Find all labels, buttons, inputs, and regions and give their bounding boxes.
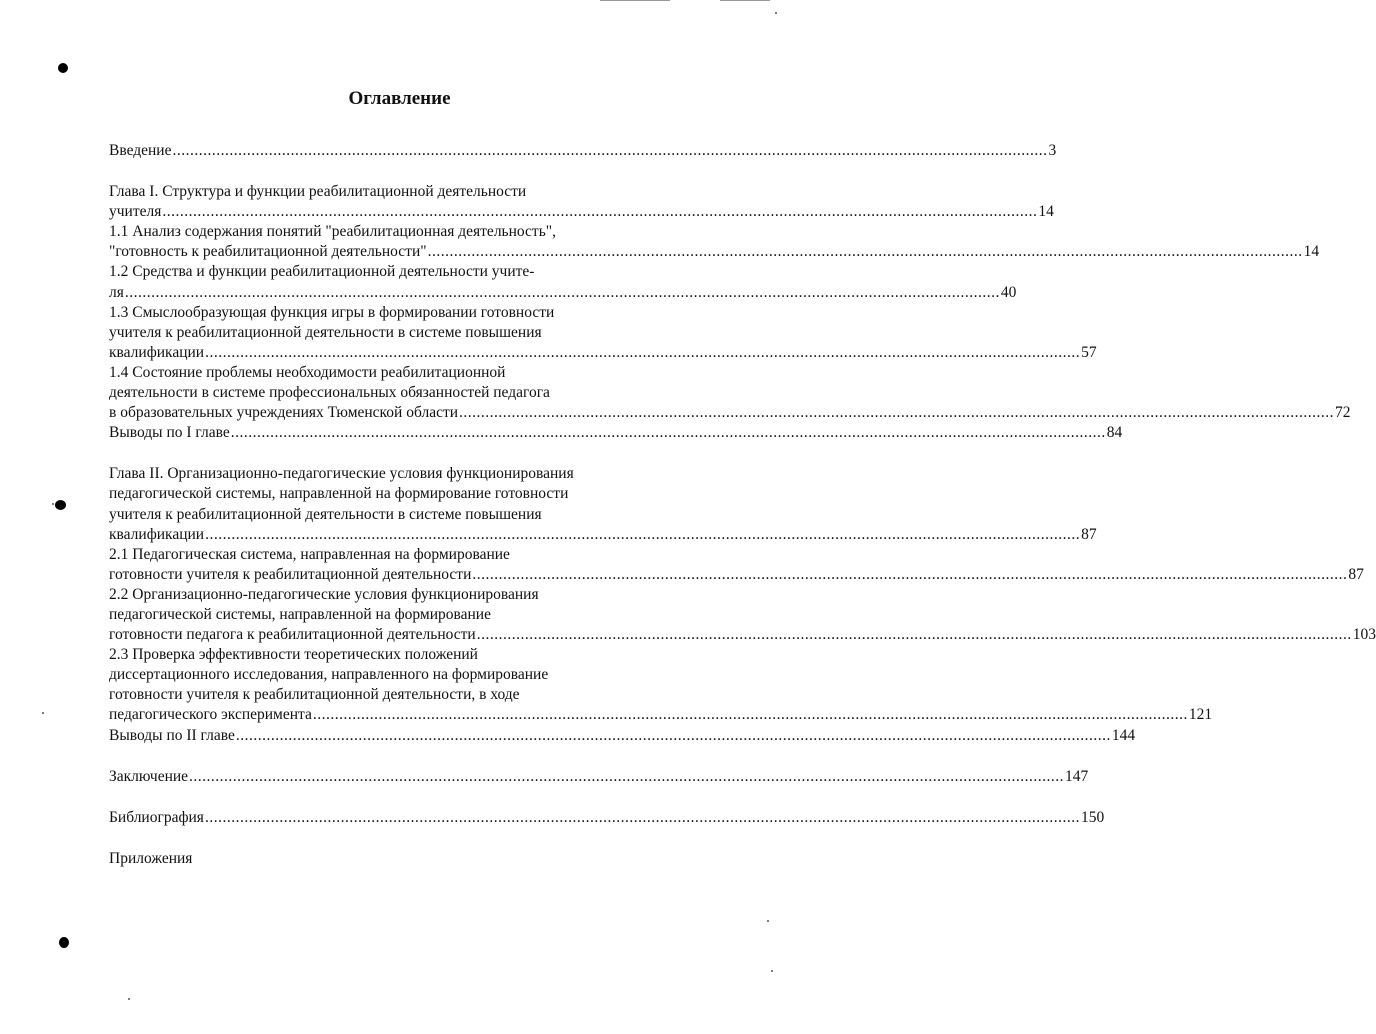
toc-entry-introduction [109, 141, 1057, 161]
page-number: 40 [1000, 283, 1017, 301]
dot-leader: ........................................................................................................................................................................................................ [205, 343, 1081, 361]
scan-speck [52, 503, 54, 505]
toc-entry-line: 1.2 Средства и функции реабилитационной деятельности учите- [109, 263, 535, 281]
toc-entry-line: деятельности в системе профессиональных обязанностей педагога [109, 384, 550, 402]
page-title: Оглавление [348, 88, 451, 109]
page-number: 72 [1335, 404, 1351, 422]
dot-leader: ........................................................................................................................................................................................................ [476, 626, 1352, 644]
toc-entry-line: педагогической системы, направленной на формирование готовности [109, 485, 569, 503]
dot-leader: ........................................................................................................................................................................................................ [162, 203, 1038, 221]
page-number: 57 [1081, 343, 1097, 361]
toc-entry-label: учителя [109, 203, 162, 221]
toc-entry-line: 2.3 Проверка эффективности теоретических положений [109, 646, 478, 664]
page-number: 144 [1111, 726, 1136, 744]
toc-entry-label: Библиография [109, 808, 204, 826]
toc-entry-line: 1.1 Анализ содержания понятий "реабилитационная деятельность", [109, 223, 556, 241]
toc-entry-line: Глава II. Организационно-педагогические условия функционирования [109, 465, 574, 483]
page-number: 103 [1352, 626, 1376, 644]
toc-entry-label: квалификации [109, 525, 205, 543]
page-number: 3 [1048, 142, 1057, 159]
page-number: 147 [1065, 767, 1089, 785]
toc-entry-line: педагогической системы, направленной на формирование [109, 605, 491, 623]
page-number: 14 [1303, 243, 1320, 261]
toc-entry-line: диссертационного исследования, направленного на формирование [109, 666, 549, 684]
scan-edge-line [600, 0, 670, 1]
toc-entry-label: Выводы по I главе [109, 424, 230, 442]
page-number: 87 [1081, 525, 1097, 543]
dot-leader: ........................................................................................................................................................................................................ [472, 565, 1348, 583]
toc-entry-line: 1.3 Смыслообразующая функция игры в формировании готовности [109, 303, 555, 321]
toc-entry-label: Выводы по II главе [109, 726, 235, 744]
toc-entry-line: учителя к реабилитационной деятельности в системе повышения [109, 505, 542, 523]
toc-entry-section-1-3 [109, 303, 1097, 363]
toc-entry-label: Введение [109, 142, 172, 159]
page-number: 84 [1106, 424, 1123, 442]
toc-entry-line: 1.4 Состояние проблемы необходимости реабилитационной [109, 363, 506, 381]
toc-entry-label: готовности учителя к реабилитационной деятельности [109, 565, 472, 583]
toc-entry-chapter-1 [109, 182, 1054, 222]
toc-entry-label: квалификации [109, 343, 205, 361]
dot-leader: ........................................................................................................................................................................................................ [230, 424, 1106, 442]
dot-leader: ........................................................................................................................................................................................................ [459, 404, 1335, 422]
punch-hole-mark [58, 63, 68, 73]
page-number: 150 [1080, 808, 1105, 826]
toc-entry-line: 2.1 Педагогическая система, направленная на формирование [109, 545, 510, 563]
dot-leader: ........................................................................................................................................................................................................ [427, 243, 1303, 261]
toc-entry-line: учителя к реабилитационной деятельности в системе повышения [109, 323, 542, 341]
toc-entry-conclusion [109, 767, 1089, 787]
toc-entry-section-1-4 [109, 363, 1351, 423]
toc-entry-label: Приложения [109, 849, 193, 867]
toc-entry-bibliography [109, 808, 1105, 828]
toc-entry-label: в образовательных учреждениях Тюменской области [109, 404, 459, 422]
toc-entry-section-2-2 [109, 585, 1376, 645]
toc-entry-section-2-3 [109, 645, 1213, 725]
scan-speck [128, 998, 130, 1000]
scan-edge-line [720, 0, 770, 1]
dot-leader: ........................................................................................................................................................................................................ [204, 808, 1080, 826]
punch-hole-mark [59, 937, 69, 948]
toc-entry-chapter-2 [109, 464, 1097, 544]
toc-entry-label: ля [109, 283, 124, 301]
dot-leader: ........................................................................................................................................................................................................ [312, 706, 1188, 724]
toc-entry-label: Заключение [109, 767, 189, 785]
dot-leader: ........................................................................................................................................................................................................ [189, 767, 1065, 785]
dot-leader: ........................................................................................................................................................................................................ [124, 283, 1000, 301]
page-number: 121 [1188, 706, 1213, 724]
page-number: 14 [1038, 203, 1054, 221]
scan-speck [42, 712, 44, 714]
scan-speck [767, 920, 769, 922]
toc-entry-label: готовности педагога к реабилитационной деятельности [109, 626, 476, 644]
toc-entry-line: 2.2 Организационно-педагогические условия функционирования [109, 585, 539, 603]
punch-hole-mark [55, 500, 66, 510]
page-number: 87 [1348, 565, 1364, 583]
toc-entry-label: педагогического эксперимента [109, 706, 312, 724]
toc-entry-section-2-1 [109, 545, 1364, 585]
toc-entry-chapter-2-conclusions [109, 726, 1136, 746]
toc-entry-label: "готовность к реабилитационной деятельности" [109, 243, 427, 261]
toc-entry-section-1-1 [109, 222, 1320, 262]
table-of-contents [109, 141, 1376, 869]
dot-leader: ........................................................................................................................................................................................................ [172, 142, 1048, 159]
toc-entry-line: Глава I. Структура и функции реабилитационной деятельности [109, 183, 527, 201]
toc-entry-chapter-1-conclusions [109, 423, 1123, 443]
scan-speck [775, 12, 777, 14]
scan-speck [771, 970, 773, 972]
toc-entry-appendices [109, 849, 712, 869]
dot-leader: ........................................................................................................................................................................................................ [205, 525, 1081, 543]
toc-entry-section-1-2 [109, 262, 1017, 302]
dot-leader: ........................................................................................................................................................................................................ [235, 726, 1111, 744]
toc-entry-line: готовности учителя к реабилитационной деятельности, в ходе [109, 686, 520, 704]
